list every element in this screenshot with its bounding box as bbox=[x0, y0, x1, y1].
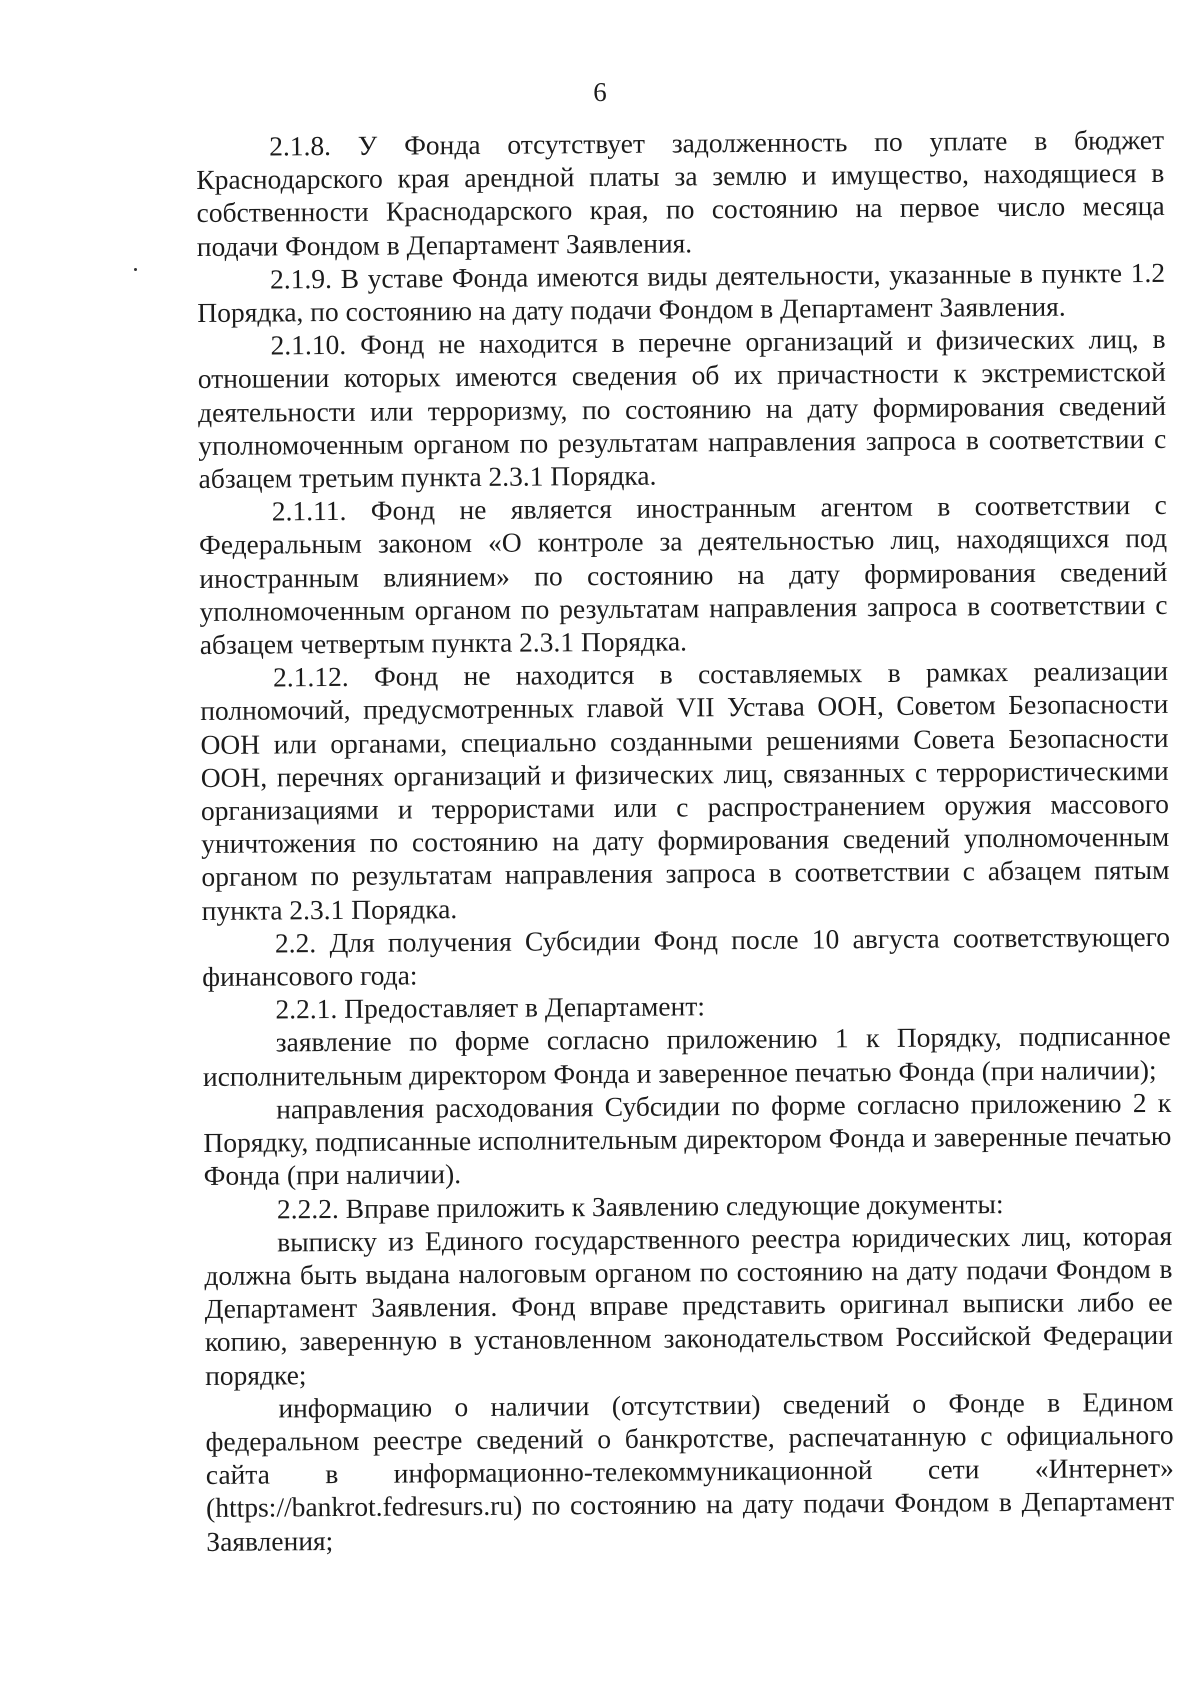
paragraph-spending-directions: направления расходования Субсидии по форме согласно приложению 2 к Порядку, подписанные исполнительным директором Фонда и заверенные печатью Фонда (при наличии). bbox=[203, 1086, 1172, 1192]
paragraph-2-1-12: 2.1.12. Фонд не находится в составляемых в рамках реализации полномочий, предусмотренных главой VII Устава ООН, Советом Безопасности ООН или органами, специально созданными решениями Совета Безопасности ООН, перечнях организаций и физических лиц, связанных с террористическими организациями и террористами или с распространением оружия массового уничтожения по состоянию на дату формирования сведений уполномоченным органом по результатам направления запроса в соответствии с абзацем пятым пункта 2.3.1 Порядка. bbox=[200, 655, 1170, 926]
page-number: 6 bbox=[593, 77, 607, 107]
paragraph-2-1-8: 2.1.8. У Фонда отсутствует задолженность по уплате в бюджет Краснодарского края арендной платы за землю и имущество, находящиеся в собственности Краснодарского края, по состоянию на первое число месяца подачи Фондом в Департамент Заявления. bbox=[196, 123, 1165, 262]
scan-speck bbox=[134, 268, 137, 271]
paragraph-egrul-extract: выписку из Единого государственного реестра юридических лиц, которая должна быть выдана налоговым органом по состоянию на дату подачи Фондом в Департамент Заявления. Фонд вправе представить оригинал выписки либо ее копию, заверенную в установленном законодательством Российской Федерации порядке; bbox=[204, 1219, 1173, 1391]
paragraph-2-2-2: 2.2.2. Вправе приложить к Заявлению следующие документы: bbox=[276, 1187, 1004, 1224]
paragraph-2-2: 2.2. Для получения Субсидии Фонд после 10 августа соответствующего финансового года: bbox=[202, 920, 1171, 993]
paragraph-2-2-1: 2.2.1. Предоставляет в Департамент: bbox=[275, 990, 706, 1025]
paragraph-2-1-9: 2.1.9. В уставе Фонда имеются виды деятельности, указанные в пункте 1.2 Порядка, по состоянию на дату подачи Фондом в Департамент Заявления. bbox=[197, 256, 1166, 329]
paragraph-application-form: заявление по форме согласно приложению 1 к Порядку, подписанное исполнительным директором Фонда и заверенное печатью Фонда (при наличии); bbox=[202, 1020, 1171, 1092]
paragraph-bankruptcy-info: информацию о наличии (отсутствии) сведений о Фонде в Едином федеральном реестре сведений о банкротстве, распечатанную с официального сайта в информационно-телекоммуникационной сети «Интернет» (https://bankrot.fedresurs.ru) по состоянию на дату подачи Фондом в Департамент Заявления; bbox=[205, 1385, 1175, 1557]
document-body bbox=[196, 123, 1174, 1558]
paragraph-2-1-11: 2.1.11. Фонд не является иностранным агентом в соответствии с Федеральным законом «О контроле за деятельностью лиц, находящихся под иностранным влиянием» по состоянию на дату формирования сведений уполномоченным органом по результатам направления запроса в соответствии с абзацем четвертым пункта 2.3.1 Порядка. bbox=[198, 489, 1168, 661]
paragraph-2-1-10: 2.1.10. Фонд не находится в перечне организаций и физических лиц, в отношении которых имеются сведения об их причастности к экстремистской деятельности или терроризму, по состоянию на дату формирования сведений уполномоченным органом по результатам направления запроса в соответствии с абзацем третьим пункта 2.3.1 Порядка. bbox=[197, 323, 1167, 495]
